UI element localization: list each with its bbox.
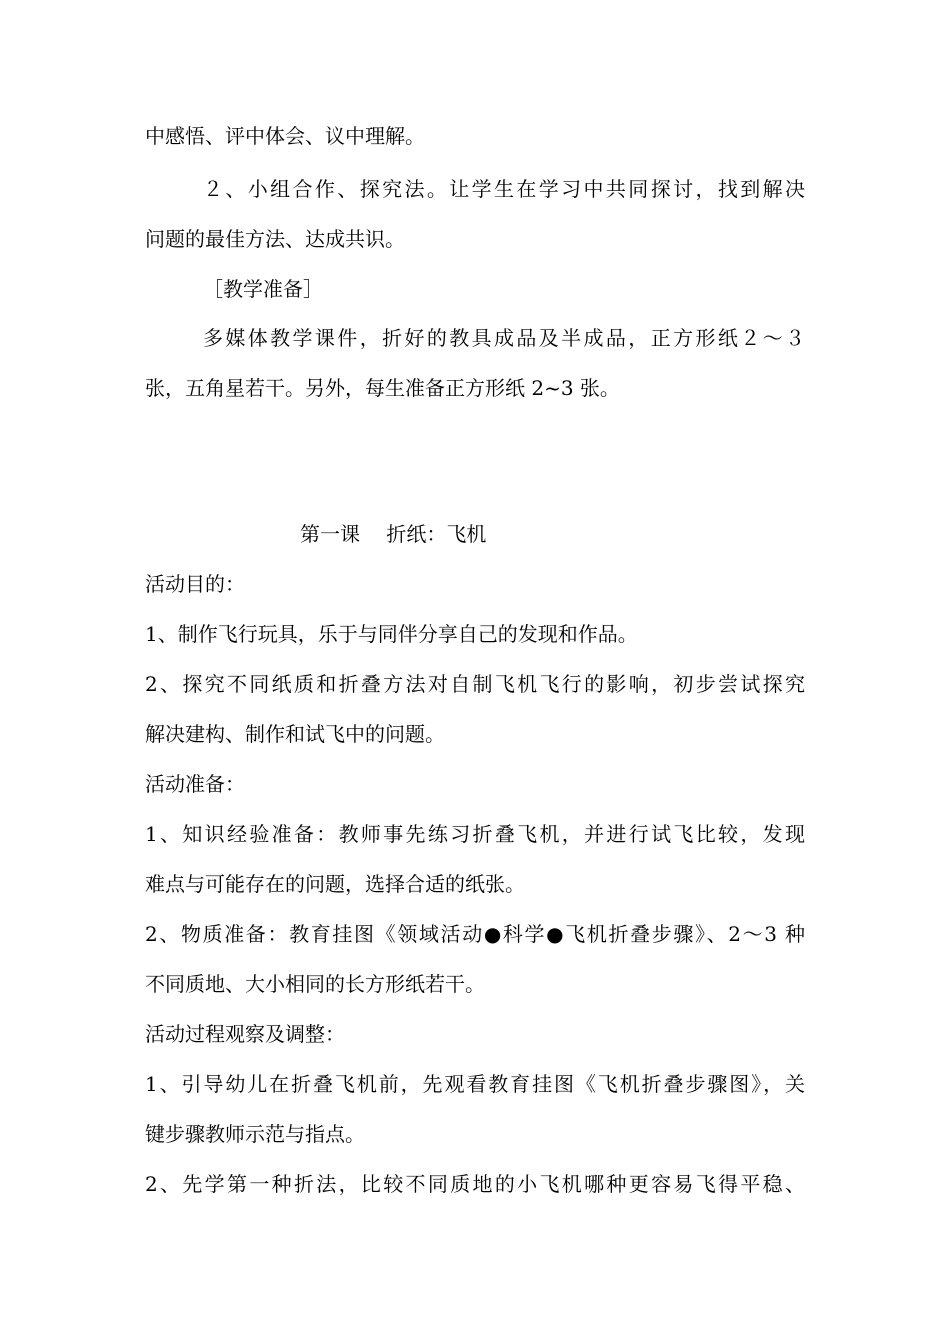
process-1-line-2: 键步骤教师示范与指点。 [145,1122,365,1146]
para-3-line-2: 张，五角星若干。另外，每生准备正方形纸 2~3 张。 [145,376,620,400]
preparation-2-line-2: 不同质地、大小相同的长方形纸若干。 [145,972,485,996]
process-1-line-1: 1、引导幼儿在折叠飞机前，先观看教育挂图《飞机折叠步骤图》，关 [145,1072,805,1096]
preparation-1-line-1: 1、知识经验准备：教师事先练习折叠飞机，并进行试飞比较，发现 [145,822,805,846]
para-2-line-1: ２、小组合作、探究法。让学生在学习中共同探讨，找到解决 [203,177,805,201]
objectives-heading: 活动目的： [145,572,245,596]
objective-2-line-1: 2、探究不同纸质和折叠方法对自制飞机飞行的影响，初步尝试探究 [145,672,805,696]
para-3-line-1: 多媒体教学课件，折好的教具成品及半成品，正方形纸２～３ [203,326,805,350]
objective-1: 1、制作飞行玩具，乐于与同伴分享自己的发现和作品。 [145,622,638,646]
process-heading: 活动过程观察及调整： [145,1022,345,1046]
lesson-title: 第一课 折纸：飞机 [300,522,487,546]
para-2-line-2: 问题的最佳方法、达成共识。 [145,227,405,251]
preparation-2-line-1: 2、物质准备：教育挂图《领域活动●科学●飞机折叠步骤》、2～3 种 [145,922,805,946]
objective-2-line-2: 解决建构、制作和试飞中的问题。 [145,722,445,746]
para-1-line-1: 中感悟、评中体会、议中理解。 [145,124,425,148]
process-2-line-1: 2、先学第一种折法，比较不同质地的小飞机哪种更容易飞得平稳、 [145,1172,805,1196]
preparation-heading: ［教学准备］ [203,277,323,301]
preparation-1-line-2: 难点与可能存在的问题，选择合适的纸张。 [145,872,525,896]
preparation-section-heading: 活动准备： [145,772,245,796]
